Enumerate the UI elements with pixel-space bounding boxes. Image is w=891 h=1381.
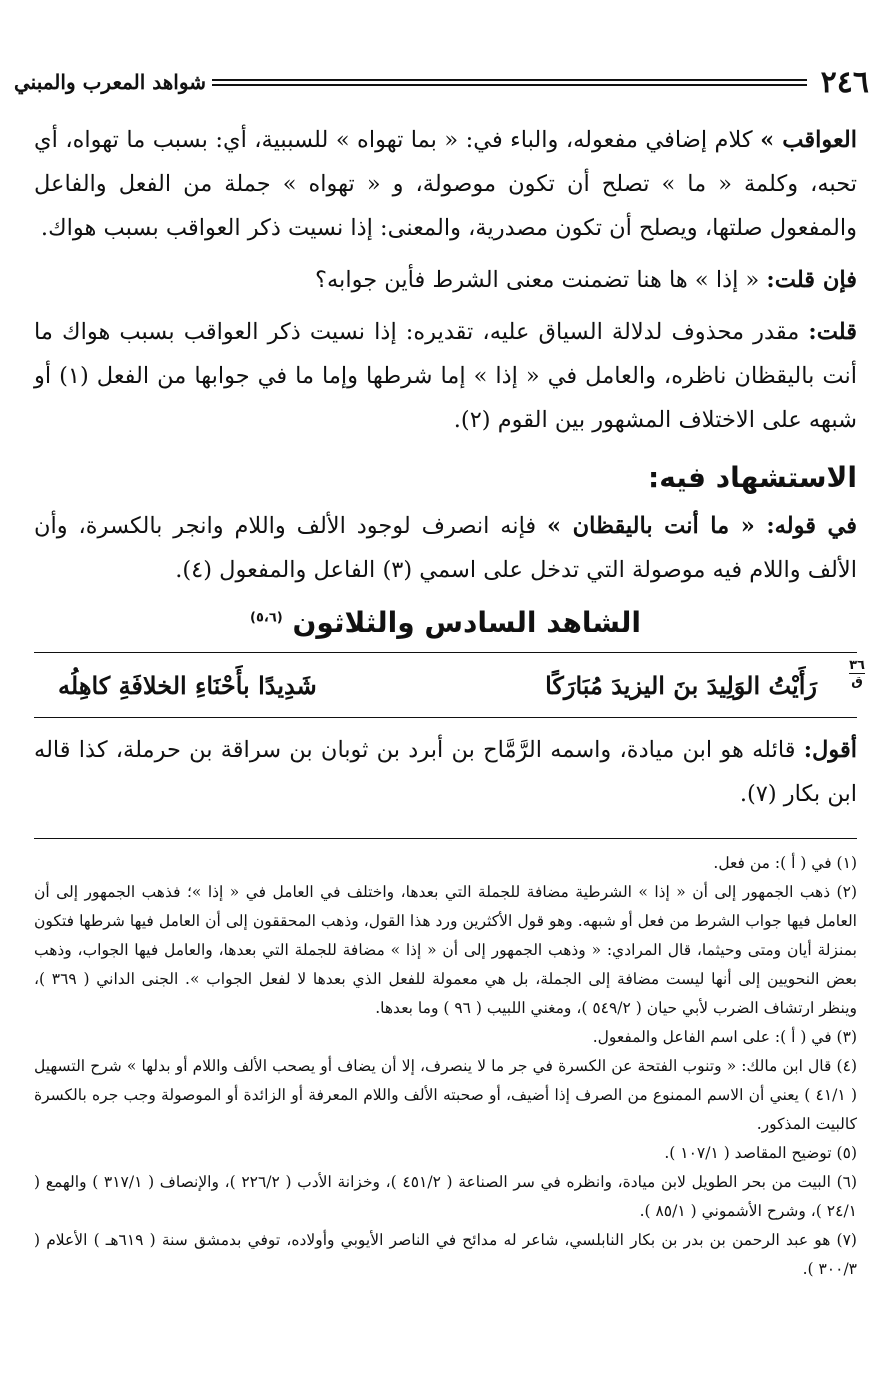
footnote-5: (٥) توضيح المقاصد ( ١٠٧/١ ).	[664, 1144, 857, 1162]
paragraph-1-text: كلام إضافي مفعوله، والباء في: « بما تهواه » للسببية، أي: بسبب ما تهواه، أي تحبه، وكلمة « ما » تصلح أن تكون موصولة، و « تهواه » جملة من الفعل والفاعل والمفعول صلتها، ويصلح أن تكون مصدرية، والمعنى: إذا نسيت ذكر العواقب بسبب هواك.	[34, 127, 857, 241]
after-verse-paragraph	[34, 728, 857, 816]
paragraph-3-lead: قلت:	[808, 319, 857, 345]
verse-bottom-rule	[34, 717, 857, 718]
section-heading: الاستشهاد فيه:	[648, 461, 857, 494]
page-body	[34, 118, 865, 1284]
paragraph-2-lead: فإن قلت:	[766, 267, 857, 293]
paragraph-3-text: مقدر محذوف لدلالة السياق عليه، تقديره: إذا نسيت ذكر العواقب بسبب هواك ما أنت باليقظان ناظره، والعامل في « إذا » إما شرطها وإما ما في جوابها من الفعل (١) أو شبهه على الاختلاف المشهور بين القوم (٢).	[34, 319, 858, 433]
footnote-6: (٦) البيت من بحر الطويل لابن ميادة، وانظره في سر الصناعة ( ٤٥١/٢ )، وخزانة الأدب ( ٢٢٦/٢ )، والإنصاف ( ٣١٧/١ ) والهمع ( ٢٤/١ )، وشرح الأشموني ( ٨٥/١ ).	[34, 1173, 858, 1220]
after-verse-text: قائله هو ابن ميادة، واسمه الرَّمَّاح بن أبرد بن ثوبان بن سراقة بن حرملة، كذا قاله ابن بكار (٧).	[34, 737, 857, 807]
running-title: شواهد المعرب والمبني	[14, 70, 206, 94]
running-header	[14, 62, 869, 102]
hemistich-first: رَأَيْتُ الوَلِيدَ بنَ اليزيدَ مُبَارَكًا	[545, 670, 817, 700]
footnote-1: (١) في ( أ ): من فعل.	[713, 854, 857, 872]
header-double-rule	[212, 79, 807, 86]
footnote-rule	[34, 838, 857, 839]
footnote-3: (٣) في ( أ ): على اسم الفاعل والمفعول.	[592, 1028, 857, 1046]
paragraph-2-text: « إذا » ها هنا تضمنت معنى الشرط فأين جوابه؟	[315, 267, 767, 293]
verse-meter: ق	[849, 673, 865, 689]
paragraph-1	[34, 118, 857, 250]
after-verse-lead: أقول:	[803, 737, 857, 763]
verse-line	[34, 653, 865, 717]
hemistich-second: شَدِيدًا بأَحْنَاءِ الخلافَةِ كاهِلُه	[58, 670, 317, 700]
section-paragraph	[34, 504, 857, 592]
page-number: ٢٤٦	[820, 64, 869, 100]
paragraph-3	[34, 310, 857, 442]
poem-title-refs: (٥،٦)	[250, 610, 283, 626]
paragraph-2	[34, 258, 857, 302]
poem-title-text: الشاهد السادس والثلاثون	[292, 606, 641, 639]
footnotes	[34, 849, 857, 1284]
paragraph-1-lead: العواقب »	[760, 127, 857, 153]
verse-number-value: ٣٦	[849, 658, 865, 673]
footnote-2: (٢) ذهب الجمهور إلى أن « إذا » الشرطية مضافة للجملة التي بعدها، واختلف في العامل في « إذا »؛ فذهب الجمهور إلى أن العامل فيها جواب الشرط من فعل أو شبهه. وهو قول الأكثرين ورد هذا القول، وذهب المحققون إلى أن العامل فيها شرطها فتكون بمنزلة أيان ومتى وحيثما، قال المرادي: « وذهب الجمهور إلى أن « إذا » مضافة للجملة التي بعدها، والعامل فيها الجواب، وذهب بعض النحويين إلى أنها ليست مضافة إلى الجملة، بل هي معمولة للفعل الذي بعدها لا لفعل الجواب ». الجنى الداني ( ٣٦٩ )، وينظر ارتشاف الضرب لأبي حيان ( ٥٤٩/٢ )، ومغني اللبيب ( ٩٦ ) وما بعدها.	[34, 883, 857, 1017]
verse-number	[849, 659, 865, 689]
footnote-7: (٧) هو عبد الرحمن بن بدر بن بكار النابلسي، شاعر له مدائح في الناصر الأيوبي وأولاده، توفي بدمشق سنة ( ٦١٩هـ ) الأعلام ( ٣٠٠/٣ ).	[34, 1231, 857, 1278]
footnote-4: (٤) قال ابن مالك: « وتنوب الفتحة عن الكسرة في جر ما لا ينصرف، إلا أن يضاف أو يصحب الألف واللام أو بدلها » شرح التسهيل ( ٤١/١ ) يعني أن الاسم الممنوع من الصرف إذا أضيف، أو صحبته الألف واللام المعرفة أو الزائدة أو الموصولة وجب جره بالكسرة كالبيت المذكور.	[34, 1057, 857, 1133]
section-paragraph-lead: في قوله: « ما أنت باليقظان »	[547, 513, 858, 539]
section-paragraph-text: فإنه انصرف لوجود الألف واللام وانجر بالكسرة، وأن الألف واللام فيه موصولة التي تدخل على اسمي (٣) الفاعل والمفعول (٤).	[34, 513, 857, 583]
poem-title	[34, 596, 857, 650]
